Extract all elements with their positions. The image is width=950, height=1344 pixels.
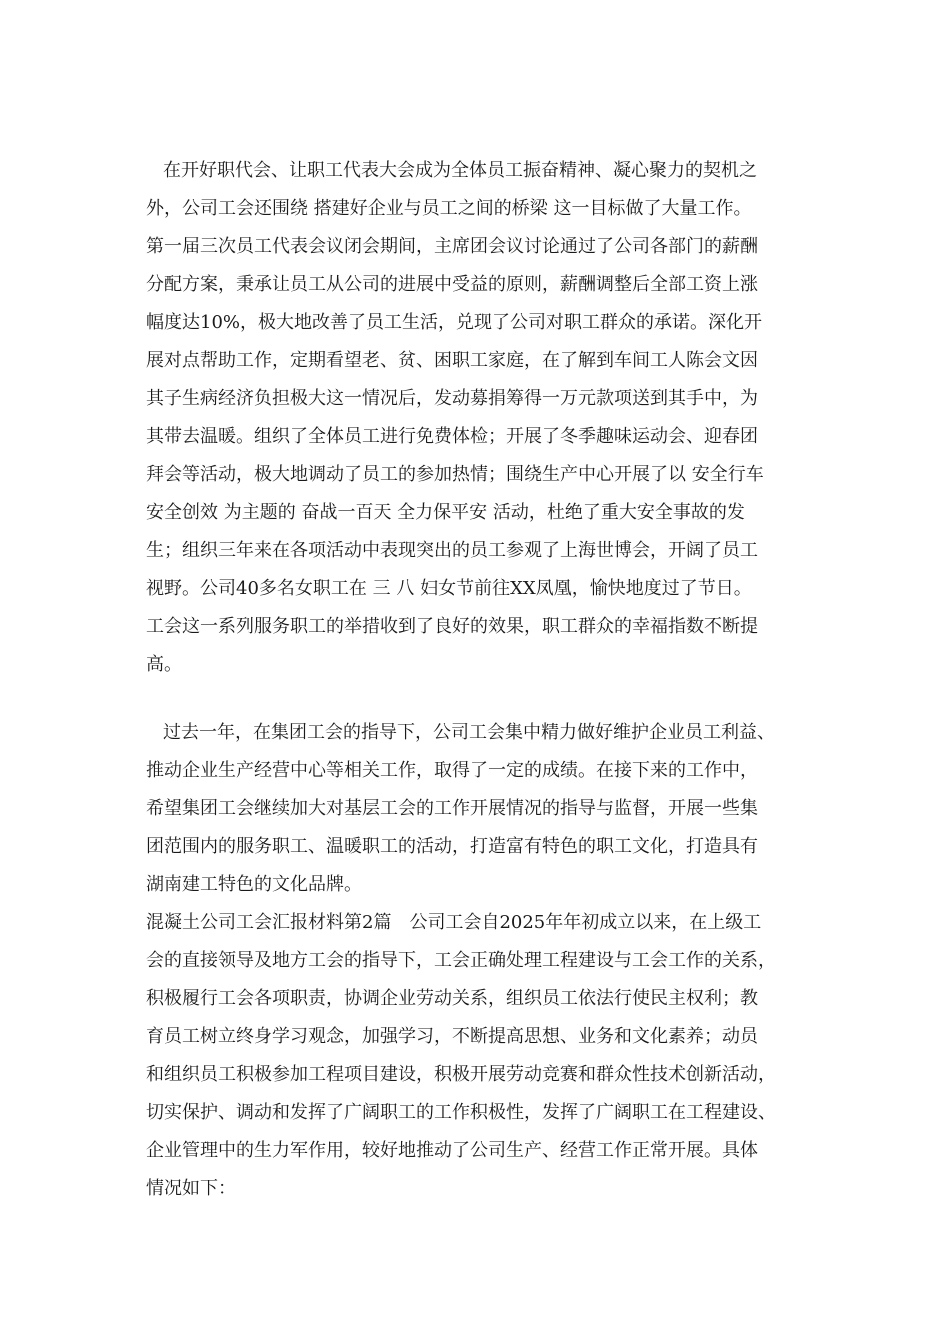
paragraph-1-line-5: 幅度达10%，极大地改善了员工生活，兑现了公司对职工群众的承诺。深化开: [146, 312, 763, 333]
paragraph-1-line-1: 在开好职代会、让职工代表大会成为全体员工振奋精神、凝心聚力的契机之: [163, 160, 757, 181]
paragraph-3-line-8: 情况如下：: [146, 1178, 236, 1199]
paragraph-1-line-11: 生；组织三年来在各项活动中表现突出的员工参观了上海世博会，开阔了员工: [146, 540, 758, 561]
paragraph-3-line-5: 和组织员工积极参加工程项目建设，积极开展劳动竞赛和群众性技术创新活动，: [146, 1064, 776, 1085]
paragraph-1-line-6: 展对点帮助工作，定期看望老、贫、困职工家庭，在了解到车间工人陈会文因: [146, 350, 758, 371]
paragraph-1-line-9: 拜会等活动，极大地调动了员工的参加热情；围绕生产中心开展了以 安全行车: [146, 464, 764, 485]
paragraph-2-line-3: 希望集团工会继续加大对基层工会的工作开展情况的指导与监督，开展一些集: [146, 798, 758, 819]
paragraph-1-line-8: 其带去温暖。组织了全体员工进行免费体检；开展了冬季趣味运动会、迎春团: [146, 426, 758, 447]
paragraph-1-line-13: 工会这一系列服务职工的举措收到了良好的效果，职工群众的幸福指数不断提: [146, 616, 758, 637]
paragraph-2-line-2: 推动企业生产经营中心等相关工作，取得了一定的成绩。在接下来的工作中，: [146, 760, 758, 781]
paragraph-1-line-12: 视野。公司40多名女职工在 三 八 妇女节前往XX凤凰，愉快地度过了节日。: [146, 578, 752, 599]
paragraph-3-line-6: 切实保护、调动和发挥了广阔职工的工作积极性，发挥了广阔职工在工程建设、: [146, 1102, 776, 1123]
paragraph-1-line-2: 外，公司工会还围绕 搭建好企业与员工之间的桥梁 这一目标做了大量工作。: [146, 198, 752, 219]
paragraph-2-line-4: 团范围内的服务职工、温暖职工的活动，打造富有特色的职工文化，打造具有: [146, 836, 758, 857]
paragraph-3-line-1: 混凝土公司工会汇报材料第2篇 公司工会自2025年年初成立以来，在上级工: [146, 912, 762, 933]
paragraph-3-line-3: 积极履行工会各项职责，协调企业劳动关系，组织员工依法行使民主权利；教: [146, 988, 758, 1009]
paragraph-1-line-14: 高。: [146, 654, 182, 675]
paragraph-3-line-2: 会的直接领导及地方工会的指导下，工会正确处理工程建设与工会工作的关系，: [146, 950, 776, 971]
paragraph-1-line-7: 其子生病经济负担极大这一情况后，发动募捐筹得一万元款项送到其手中，为: [146, 388, 758, 409]
paragraph-2-line-5: 湖南建工特色的文化品牌。: [146, 874, 362, 895]
paragraph-3-line-4: 育员工树立终身学习观念，加强学习，不断提高思想、业务和文化素养；动员: [146, 1026, 758, 1047]
paragraph-1-line-10: 安全创效 为主题的 奋战一百天 全力保平安 活动，杜绝了重大安全事故的发: [146, 502, 745, 523]
paragraph-3-line-7: 企业管理中的生力军作用，较好地推动了公司生产、经营工作正常开展。具体: [146, 1140, 758, 1161]
paragraph-2-line-1: 过去一年，在集团工会的指导下，公司工会集中精力做好维护企业员工利益、: [163, 722, 775, 743]
paragraph-1-line-4: 分配方案，秉承让员工从公司的进展中受益的原则，薪酬调整后全部工资上涨: [146, 274, 758, 295]
paragraph-1-line-3: 第一届三次员工代表会议闭会期间，主席团会议讨论通过了公司各部门的薪酬: [146, 236, 758, 257]
